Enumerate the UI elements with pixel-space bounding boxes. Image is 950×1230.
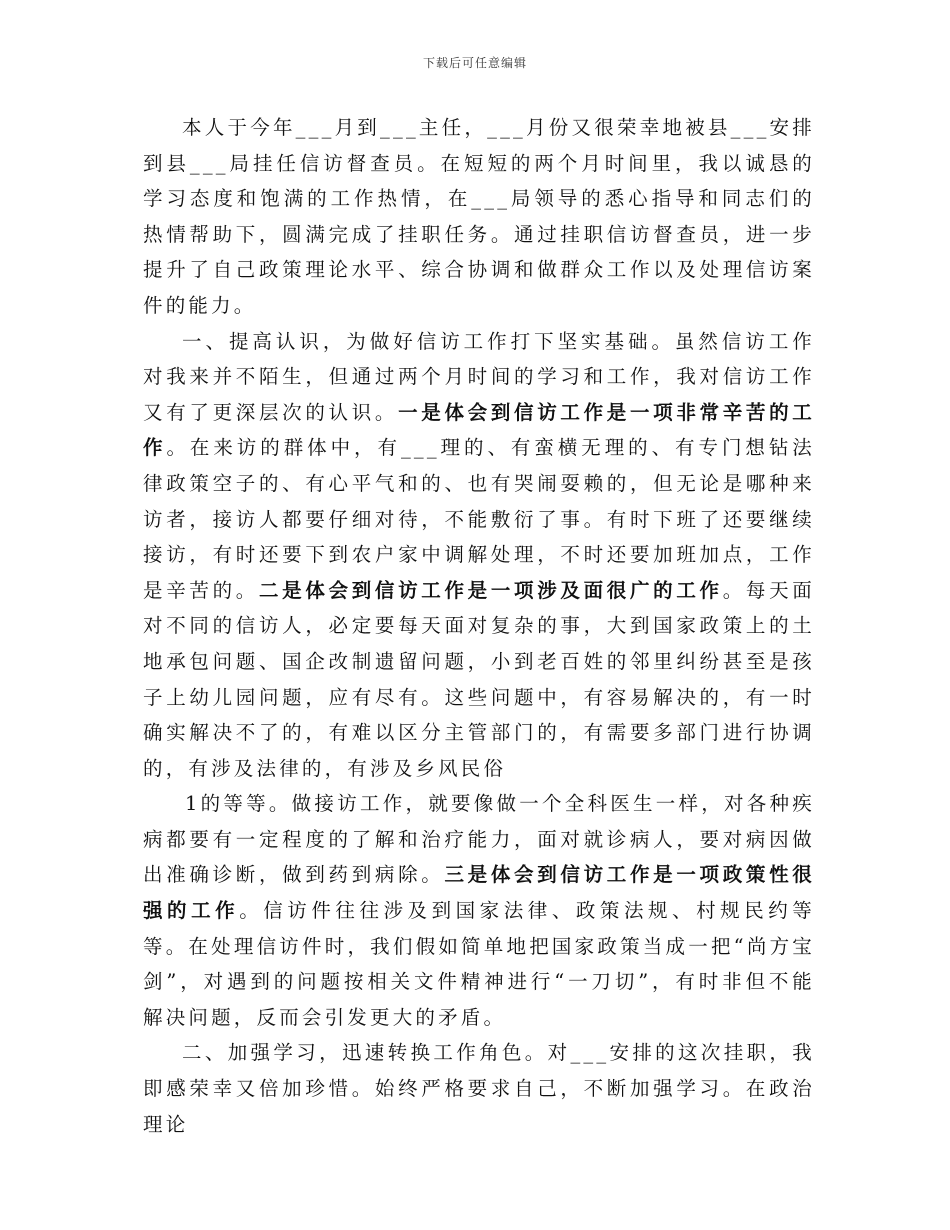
paragraph-1: 本人于今年___月到___主任，___月份又很荣幸地被县___安排到县___局挂任信访督查员。在短短的两个月时间里，我以诚恳的学习态度和饱满的工作热情，在___局领导的悉心指导和同志们的热情帮助下，圆满完成了挂职任务。通过挂职信访督查员，进一步提升了自己政策理论水平、综合协调和做群众工作以及处理信访案件的能力。 — [143, 116, 815, 317]
paragraph-3-bold-1: 三是体会到信访工作是一项政策性很强的工作 — [143, 863, 816, 923]
paragraph-2 — [143, 324, 815, 787]
paragraph-3-text-2: 。信访件往往涉及到国家法律、政策法规、村规民约等等。在处理信访件时，我们假如简单地把国家政策当成一把“尚方宝剑”，对遇到的问题按相关文件精神进行“一刀切”，有时非但不能解决问题，反而会引发更大的矛盾。 — [143, 899, 815, 1029]
paragraph-2-text-2: 。在来访的群体中，有___理的、有蛮横无理的、有专门想钻法律政策空子的、有心平气和的、也有哭闹耍赖的，但无论是哪种来访者，接访人都要仔细对待，不能敷衍了事。有时下班了还要继续接访，有时还要下到农户家中调解处理，不时还要加班加点，工作是辛苦的。 — [143, 436, 815, 602]
paragraph-2-text-1: 一、提高认识，为做好信访工作打下坚实基础。虽然信访工作对我来并不陌生，但通过两个月时间的学习和工作，我对信访工作又有了更深层次的认识。 — [143, 329, 815, 424]
paragraph-2-bold-1: 一是体会到信访工作是一项非常辛苦的工作 — [143, 400, 815, 460]
paragraph-2-bold-2: 二是体会到信访工作是一项涉及面很广的工作 — [258, 578, 723, 602]
header-note: 下载后可任意编辑 — [422, 56, 527, 70]
paragraph-4: 二、加强学习，迅速转换工作角色。对___安排的这次挂职，我即感荣幸又倍加珍惜。始终严格要求自己，不断加强学习。在政治理论 — [143, 1041, 815, 1136]
paragraph-3 — [143, 786, 815, 1035]
paragraph-3-text-1: 1的等等。做接访工作，就要像做一个全科医生一样，对各种疾病都要有一定程度的了解和治疗能力，面对就诊病人，要对病因做出准确诊断，做到药到病除。 — [143, 792, 815, 887]
document-body — [143, 110, 815, 1142]
paragraph-2-text-3: 。每天面对不同的信访人，必定要每天面对复杂的事，大到国家政策上的土地承包问题、国企改制遗留问题，小到老百姓的邻里纠纷甚至是孩子上幼儿园问题，应有尽有。这些问题中，有容易解决的，有一时确实解决不了的，有难以区分主管部门的，有需要多部门进行协调的，有涉及法律的，有涉及乡风民俗 — [143, 578, 815, 780]
